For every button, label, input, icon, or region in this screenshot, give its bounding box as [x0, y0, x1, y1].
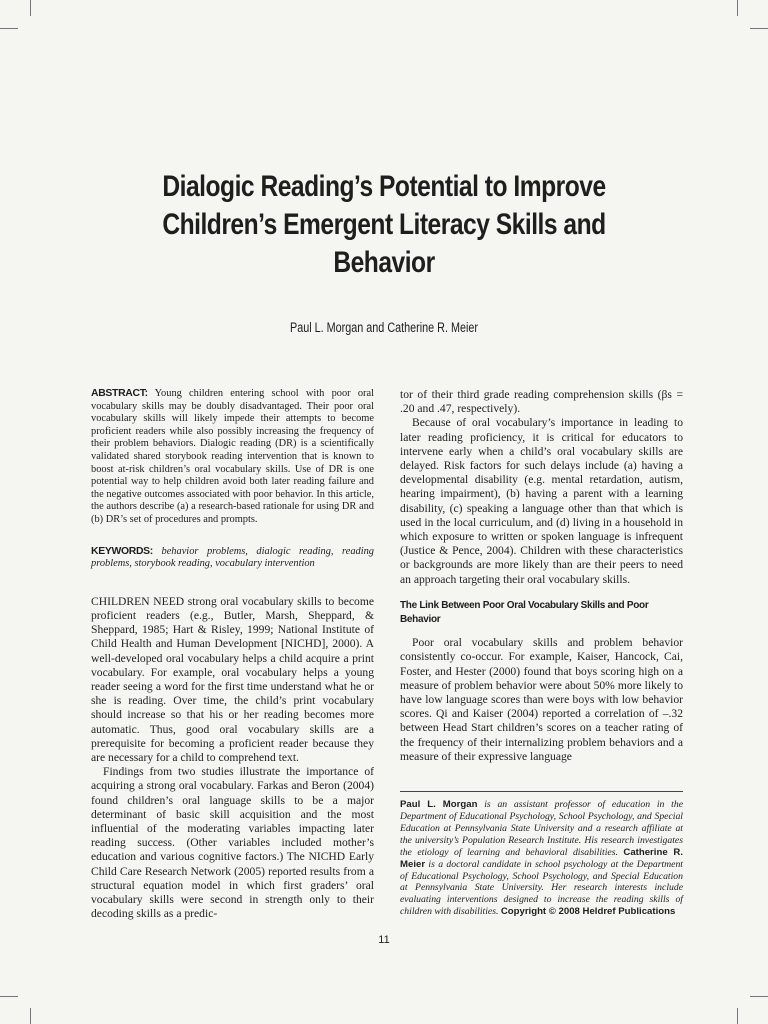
copyright: Copyright © 2008 Heldref Publications [500, 906, 676, 918]
left-column [91, 388, 374, 921]
body-paragraph: Because of oral vocabulary’s importance in leading to later reading proficiency, it is critical for educators to intervene early when a child’s oral vocabulary skills are delayed. Risk factors for such delays include (a) having a developmental disability (e.g. mental retardation, autism, hearing impairment), (b) having a parent with a learning disability, (c) speaking a language other than that which is used in the local curriculum, and (d) living in a household in which exposure to written or spoken language is infrequent (Justice & Pence, 2004). Children with these characteristics or backgrounds are more likely than are their peers to need an approach targeting their oral vocabulary skills. [400, 416, 683, 586]
crop-mark [30, 1008, 31, 1024]
crop-mark [0, 996, 18, 997]
bio-name: Catherine R. Meier [400, 846, 683, 870]
abstract [91, 388, 374, 527]
body-paragraph: CHILDREN NEED strong oral vocabulary skills to become proficient readers (e.g., Butler, Marsh, Sheppard, & Sheppard, 1985; Hart & Risley, 1999; National Institute of Child Health and Human Development [NICHD], 2000). A well-developed oral vocabulary helps a child acquire a print vocabulary. For example, oral vocabulary helps a young reader seeing a word for the first time understand what he or she is reading. Over time, the child’s print vocabulary should increase so that his or her reading becomes more automatic. Thus, good oral vocabulary skills are a prerequisite for becoming a proficient reader because they are necessary for a child to comprehend text. [91, 594, 374, 764]
crop-mark [30, 0, 31, 16]
body-paragraph: tor of their third grade reading comprehension skills (βs = .20 and .47, respectively). [400, 388, 683, 416]
body-paragraph: Findings from two studies illustrate the importance of acquiring a strong oral vocabulary. Farkas and Beron (2004) found children’s oral language skills to be a major determinant of basic skill acquisition and the most influential of the moderating variables impacting later reading success. (Other variables included mother’s education and various cognitive factors.) The NICHD Early Child Care Research Network (2005) reported results from a structural equation model in which first graders’ oral vocabulary skills were second in strength only to their decoding skills as a predic- [91, 765, 374, 921]
footnote-divider [400, 791, 683, 792]
crop-mark [750, 996, 768, 997]
abstract-text: Young children entering school with poor oral vocabulary skills may be doubly disadvantaged. Their poor oral vocabulary skills will likely impede their attempts to become proficient readers while also possibly increasing the frequency of their problem behaviors. Dialogic reading (DR) is a scientifically validated shared storybook reading intervention that is known to boost at-risk children’s oral vocabulary skills. Use of DR is one potential way to help children avoid both later reading failure and the negative outcomes associated with poor behavior. In this article, the authors describe (a) a research-based rationale for using DR and (b) DR’s set of procedures and prompts. [91, 388, 374, 525]
keywords-label: KEYWORDS: [91, 545, 153, 557]
crop-mark [737, 1008, 738, 1024]
article-authors: Paul L. Morgan and Catherine R. Meier [290, 320, 478, 335]
page-number: 11 [378, 934, 390, 946]
author-bio [400, 799, 683, 918]
bio-name: Paul L. Morgan [400, 799, 478, 811]
section-heading: The Link Between Poor Oral Vocabulary Skills and Poor Behavior [400, 599, 649, 626]
crop-mark [737, 0, 738, 16]
article-title: Dialogic Reading’s Potential to Improve Children’s Emergent Literacy Skills and Behavior [162, 170, 606, 279]
bio-text: is a doctoral candidate in school psychology at the Department of Educational Psychology, School Psychology, and Special Education at Pennsylvania State University. Her research interests include evaluating interventions designed to increase the reading skills of children with disabilities. [400, 858, 684, 918]
abstract-label: ABSTRACT: [91, 388, 148, 399]
bio-text: is an assistant professor of education in the Department of Educational Psychology, School Psychology, and Special Education at Pennsylvania State University and a research affiliate at the university’s Population Research Institute. His research investigates the etiology of learning and behavioral disabilities. [400, 799, 683, 858]
crop-mark [0, 28, 18, 29]
body-paragraph: Poor oral vocabulary skills and problem behavior consistently co-occur. For example, Kaiser, Hancock, Cai, Foster, and Hester (2000) found that boys scoring high on a measure of problem behavior were about 50% more likely to have low language scores than were boys with low behavior scores. Qi and Kaiser (2004) reported a correlation of –.32 between Head Start children’s scores on a teacher rating of the frequency of their internalizing problem behaviors and a measure of their expressive language [400, 636, 683, 763]
crop-mark [750, 28, 768, 29]
keywords [91, 546, 374, 571]
keywords-text: behavior problems, dialogic reading, reading problems, storybook reading, vocabulary intervention [91, 545, 374, 570]
right-column [400, 388, 683, 918]
